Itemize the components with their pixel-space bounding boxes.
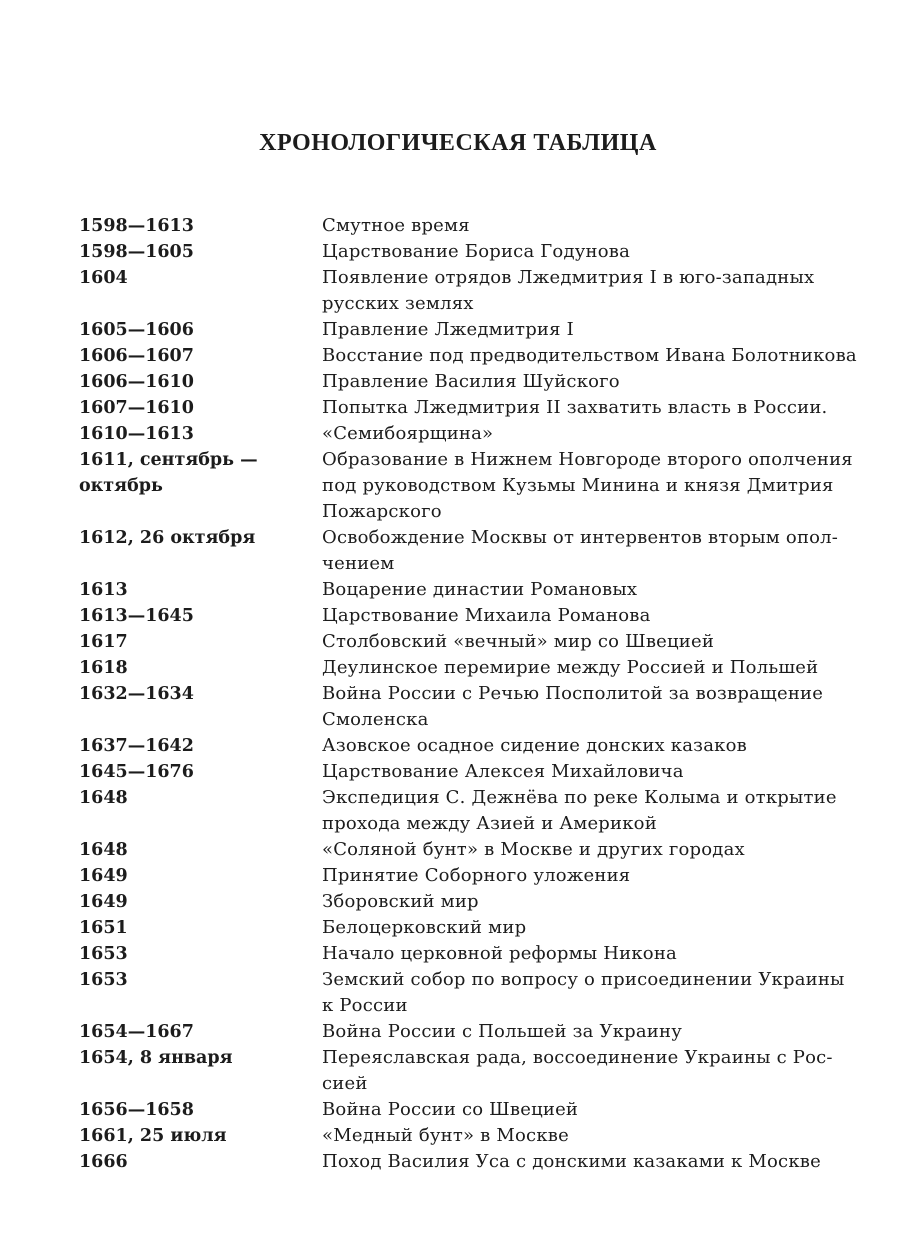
row-date: 1632—1634 <box>79 684 194 704</box>
row-event: Земский собор по вопросу о присоединении Украины к России <box>322 969 845 1016</box>
table-row <box>79 837 879 863</box>
row-event: Правление Лжедмитрия I <box>322 319 574 340</box>
row-event: Освобождение Москвы от интервентов вторым опол- чением <box>322 527 839 574</box>
row-date: 1607—1610 <box>79 398 194 418</box>
row-event: «Соляной бунт» в Москве и других городах <box>322 839 745 860</box>
row-date: 1654, 8 января <box>79 1048 233 1068</box>
row-date: 1637—1642 <box>79 736 194 756</box>
row-date: 1613—1645 <box>79 606 194 626</box>
row-event: Зборовский мир <box>322 891 479 912</box>
row-date: 1648 <box>79 840 128 860</box>
row-date: 1653 <box>79 944 128 964</box>
table-row <box>79 1097 879 1123</box>
row-date: 1656—1658 <box>79 1100 194 1120</box>
table-row <box>79 941 879 967</box>
table-row <box>79 733 879 759</box>
row-date: 1654—1667 <box>79 1022 194 1042</box>
row-event: Царствование Бориса Годунова <box>322 241 631 262</box>
table-row <box>79 1019 879 1045</box>
row-event: Война России с Речью Посполитой за возвращение Смоленска <box>322 683 824 730</box>
row-date: 1653 <box>79 970 128 990</box>
row-date: 1613 <box>79 580 128 600</box>
table-row <box>79 863 879 889</box>
table-row <box>79 525 879 577</box>
row-date: 1661, 25 июля <box>79 1126 227 1146</box>
row-date: 1649 <box>79 866 128 886</box>
row-event: Принятие Соборного уложения <box>322 865 631 886</box>
table-row <box>79 447 879 525</box>
table-row <box>79 681 879 733</box>
row-date: 1606—1607 <box>79 346 194 366</box>
row-date: 1605—1606 <box>79 320 194 340</box>
table-row <box>79 1123 879 1149</box>
row-date: 1606—1610 <box>79 372 194 392</box>
table-row <box>79 785 879 837</box>
row-event: Появление отрядов Лжедмитрия I в юго-западных русских землях <box>322 267 815 314</box>
row-event: Экспедиция С. Дежнёва по реке Колыма и открытие прохода между Азией и Америкой <box>322 787 837 834</box>
page-title: ХРОНОЛОГИЧЕСКАЯ ТАБЛИЦА <box>259 130 657 156</box>
row-event: Поход Василия Уса с донскими казаками к Москве <box>322 1151 821 1172</box>
table-row <box>79 421 879 447</box>
table-row <box>79 395 879 421</box>
row-event: Царствование Михаила Романова <box>322 605 651 626</box>
row-date: 1649 <box>79 892 128 912</box>
row-event: Война России с Польшей за Украину <box>322 1021 682 1042</box>
row-event: Царствование Алексея Михайловича <box>322 761 684 782</box>
table-row <box>79 629 879 655</box>
table-row <box>79 239 879 265</box>
table-row <box>79 655 879 681</box>
row-event: Белоцерковский мир <box>322 917 527 938</box>
row-date: 1598—1605 <box>79 242 194 262</box>
row-event: Правление Василия Шуйского <box>322 371 620 392</box>
table-row <box>79 343 879 369</box>
table-row <box>79 967 879 1019</box>
table-row <box>79 915 879 941</box>
row-date: 1645—1676 <box>79 762 194 782</box>
table-row <box>79 1045 879 1097</box>
table-row <box>79 1149 879 1175</box>
row-date: 1617 <box>79 632 128 652</box>
row-date: 1618 <box>79 658 128 678</box>
row-date: 1666 <box>79 1152 128 1172</box>
chronology-table <box>79 213 879 1175</box>
table-row <box>79 369 879 395</box>
table-row <box>79 317 879 343</box>
row-event: Образование в Нижнем Новгороде второго ополчения под руководством Кузьмы Минина и князя Дмитрия Пожарского <box>322 449 853 522</box>
row-event: Деулинское перемирие между Россией и Польшей <box>322 657 819 678</box>
row-date: 1604 <box>79 268 128 288</box>
row-event: Столбовский «вечный» мир со Швецией <box>322 631 715 652</box>
row-date: 1612, 26 октября <box>79 528 256 548</box>
row-event: Война России со Швецией <box>322 1099 579 1120</box>
table-row <box>79 759 879 785</box>
row-date: 1648 <box>79 788 128 808</box>
row-event: Переяславская рада, воссоединение Украины с Рос- сией <box>322 1047 833 1094</box>
row-event: Смутное время <box>322 215 470 236</box>
row-event: Начало церковной реформы Никона <box>322 943 677 964</box>
table-row <box>79 603 879 629</box>
row-event: «Медный бунт» в Москве <box>322 1125 569 1146</box>
table-row <box>79 889 879 915</box>
row-event: «Семибоярщина» <box>322 423 494 444</box>
table-row <box>79 265 879 317</box>
row-event: Воцарение династии Романовых <box>322 579 638 600</box>
row-event: Азовское осадное сидение донских казаков <box>322 735 747 756</box>
row-date: 1610—1613 <box>79 424 194 444</box>
row-event: Восстание под предводительством Ивана Болотникова <box>322 345 857 366</box>
row-event: Попытка Лжедмитрия II захватить власть в России. <box>322 397 828 418</box>
table-row <box>79 213 879 239</box>
table-row <box>79 577 879 603</box>
row-date: 1611, сентябрь — октябрь <box>79 450 258 496</box>
row-date: 1651 <box>79 918 128 938</box>
row-date: 1598—1613 <box>79 216 194 236</box>
